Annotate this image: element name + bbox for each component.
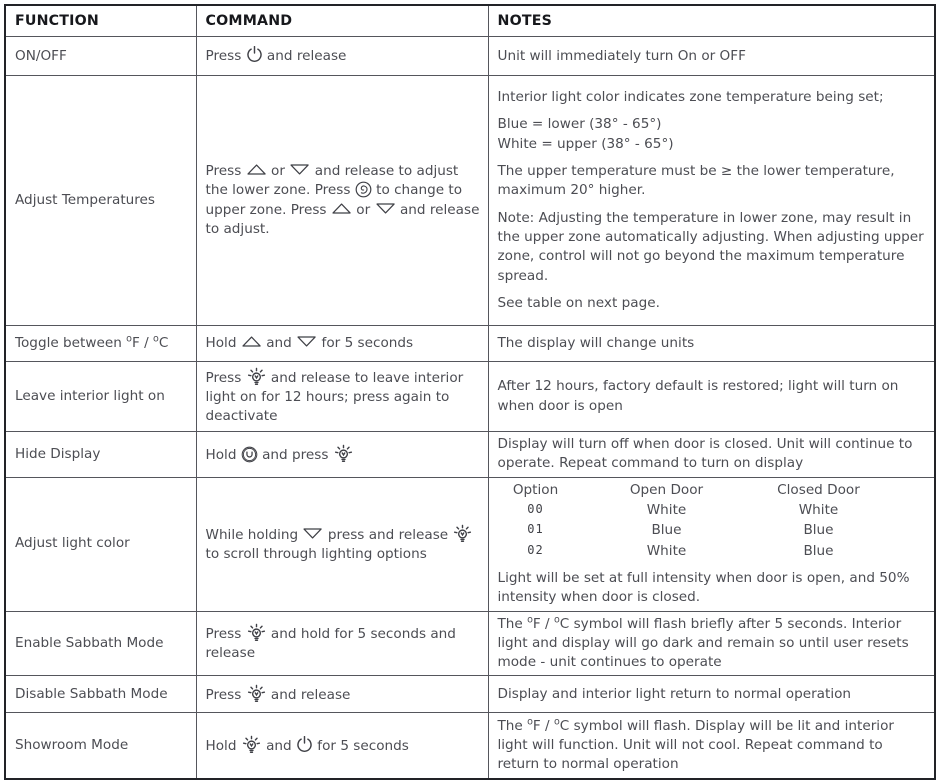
command-cell-disable-sabbath: Press and release xyxy=(196,676,488,713)
up-arrow-icon xyxy=(246,163,267,176)
light-bulb-icon xyxy=(246,367,267,388)
note-paragraph: Display and interior light return to normal operation xyxy=(497,685,852,702)
notes-cell-toggle-units xyxy=(488,326,935,362)
degree-superscript: o xyxy=(553,716,560,728)
command-cell-adjust-light-color: While holding press and release to scroll through lighting options xyxy=(196,477,488,611)
light-option-value: White xyxy=(798,502,839,519)
note-paragraph: See table on next page. xyxy=(497,294,660,311)
function-cell-toggle-units: Toggle between $^o$F / $^o$C xyxy=(5,326,196,362)
light-option-value: Blue xyxy=(803,522,834,539)
light-option-code: 02 xyxy=(527,542,544,557)
row-leave-interior-light-on xyxy=(5,362,935,432)
down-arrow-icon xyxy=(375,202,396,215)
light-option-value: White xyxy=(646,502,687,519)
light-bulb-icon xyxy=(246,684,267,705)
command-cell-showroom: Hold and for 5 seconds xyxy=(196,713,488,779)
light-bulb-icon xyxy=(246,623,267,644)
header-notes: NOTES xyxy=(488,5,935,37)
header-row xyxy=(5,5,935,37)
up-arrow-icon xyxy=(331,202,352,215)
notes-cell-disable-sabbath xyxy=(488,676,935,713)
note-paragraph: Note: Adjusting the temperature in lower zone, may result in the upper zone automatically adjusting. When adjusting upper zone, control will not go beyond the maximum temperature spread. xyxy=(497,209,924,284)
degree-superscript: o xyxy=(527,614,533,625)
notes-cell-hide-display xyxy=(488,432,935,478)
command-cell-hide-display: Hold and press xyxy=(196,432,488,478)
row-hide-display xyxy=(5,432,935,478)
row-enable-sabbath-mode xyxy=(5,611,935,676)
note-paragraph: Interior light color indicates zone temperature being set; xyxy=(497,89,884,106)
light-option-value: White xyxy=(646,542,687,559)
down-arrow-icon xyxy=(302,527,323,540)
notes-cell-leave-light-on xyxy=(488,362,935,432)
note-paragraph: Blue = lower (38° - 65°) White = upper (38° - 65°) xyxy=(497,116,674,152)
note-paragraph: The upper temperature must be ≥ the lower temperature, maximum 20° higher. xyxy=(497,163,895,199)
degree-superscript: o xyxy=(126,333,132,345)
note-paragraph: Light will be set at full intensity when door is open, and 50% intensity when door is closed. xyxy=(497,569,910,606)
display-u-icon xyxy=(241,446,258,463)
row-adjust-light-color xyxy=(5,477,935,611)
notes-cell-enable-sabbath xyxy=(488,611,935,676)
light-bulb-icon xyxy=(241,735,262,756)
note-paragraph: The display will change units xyxy=(497,335,695,351)
function-cell-showroom: Showroom Mode xyxy=(5,713,196,779)
function-cell-on-off: ON/OFF xyxy=(5,37,196,76)
function-cell-leave-light-on: Leave interior light on xyxy=(5,362,196,432)
down-arrow-icon xyxy=(289,163,310,176)
degree-superscript: o xyxy=(153,333,159,345)
light-bulb-icon xyxy=(333,444,354,465)
row-disable-sabbath-mode xyxy=(5,676,935,713)
note-paragraph: After 12 hours, factory default is restored; light will turn on when door is open xyxy=(497,378,899,414)
note-paragraph: Display will turn off when door is closed. Unit will continue to operate. Repeat command to turn on display xyxy=(497,436,913,472)
degree-superscript: o xyxy=(527,716,533,728)
command-cell-toggle-units: Hold and for 5 seconds xyxy=(196,326,488,362)
notes-cell-adjust-light-color xyxy=(488,477,935,611)
command-cell-adjust-temperatures: Press or and release to adjust the lower zone. Press to change to upper zone. Press or and release to adjust. xyxy=(196,76,488,326)
zone-swirl-icon xyxy=(355,181,372,198)
command-cell-on-off: Press and release xyxy=(196,37,488,76)
header-command: COMMAND xyxy=(196,5,488,37)
row-toggle-units xyxy=(5,326,935,362)
degree-superscript: o xyxy=(553,614,560,625)
down-arrow-icon xyxy=(296,335,317,348)
light-option-header: Open Door xyxy=(629,481,704,498)
row-on-off xyxy=(5,37,935,76)
light-option-header: Closed Door xyxy=(777,481,860,498)
function-cell-adjust-light-color: Adjust light color xyxy=(5,477,196,611)
command-cell-enable-sabbath: Press and hold for 5 seconds and release xyxy=(196,611,488,676)
light-option-value: Blue xyxy=(651,522,682,539)
row-showroom-mode xyxy=(5,713,935,779)
function-cell-disable-sabbath: Disable Sabbath Mode xyxy=(5,676,196,713)
command-cell-leave-light-on: Press and release to leave interior light on for 12 hours; press again to deactivate xyxy=(196,362,488,432)
function-cell-adjust-temperatures: Adjust Temperatures xyxy=(5,76,196,326)
light-option-header: Option xyxy=(512,481,559,498)
power-icon xyxy=(246,46,263,63)
light-options-table xyxy=(498,481,927,561)
command-table xyxy=(4,4,936,780)
function-cell-hide-display: Hide Display xyxy=(5,432,196,478)
function-cell-enable-sabbath: Enable Sabbath Mode xyxy=(5,611,196,676)
notes-cell-adjust-temperatures xyxy=(488,76,935,326)
notes-cell-on-off xyxy=(488,37,935,76)
note-paragraph: The $^o$F / $^o$C symbol will flash briefly after 5 seconds. Interior light and display will go dark and remain so until user resets mode - unit continues to operate xyxy=(497,614,909,671)
note-paragraph: Unit will immediately turn On or OFF xyxy=(497,47,746,64)
up-arrow-icon xyxy=(241,335,262,348)
light-option-code: 00 xyxy=(527,502,544,517)
power-icon xyxy=(296,736,313,753)
note-paragraph: The $^o$F / $^o$C symbol will flash. Display will be lit and interior light will function. Unit will not cool. Repeat command to return to normal operation xyxy=(497,716,894,773)
notes-cell-showroom xyxy=(488,713,935,779)
row-adjust-temperatures xyxy=(5,76,935,326)
light-option-value: Blue xyxy=(803,542,834,559)
light-option-code: 01 xyxy=(527,522,544,537)
light-bulb-icon xyxy=(452,524,473,545)
header-function: FUNCTION xyxy=(5,5,196,37)
